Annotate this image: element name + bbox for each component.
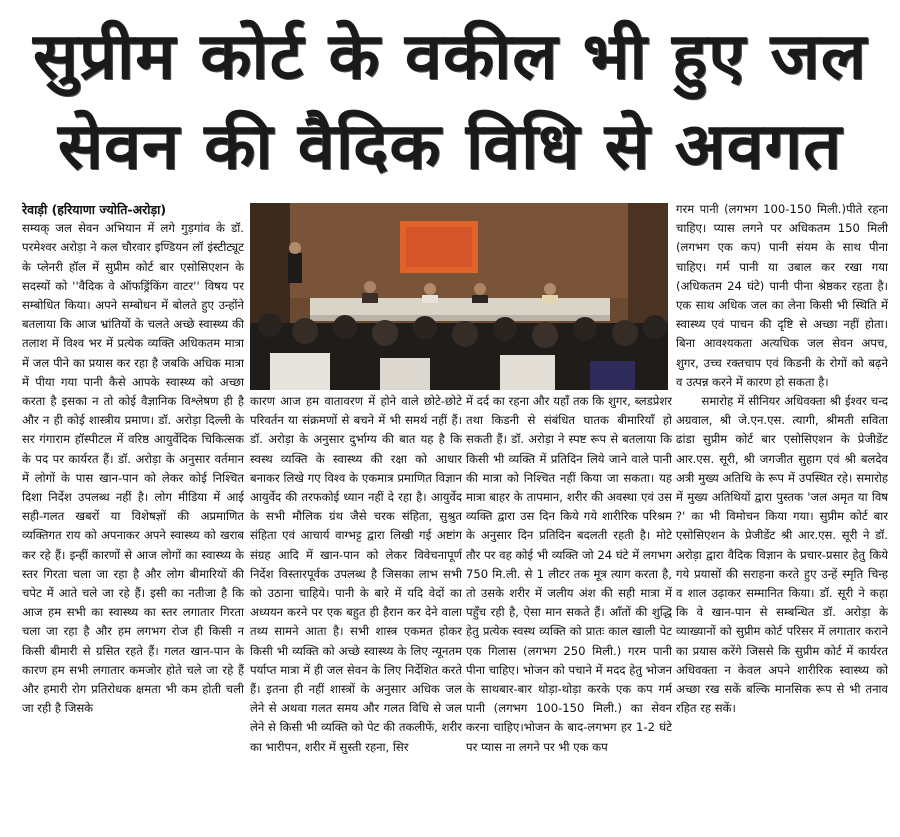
headline-line-2: सेवन की वैदिक विधि से अवगत xyxy=(57,110,843,184)
headline xyxy=(0,0,900,198)
event-photo-image xyxy=(250,203,668,390)
article-column-2 xyxy=(250,392,462,832)
headline-line-1: सुप्रीम कोर्ट के वकील भी हुए जल xyxy=(33,20,867,94)
article-column-4 xyxy=(676,200,888,830)
column-4-paragraph-1: गरम पानी (लगभग 100-150 मिली.)पीते रहना चाहिए। प्यास लगने पर अधिकतम 150 मिली (लगभग एक कप) पानी संयम के साथ पीना चाहिए। गर्म पानी या उबाल कर रखा गया (अधिकतम 24 घंटे) पानी पीना श्रेष्ठकर रहता है। एक साथ अधिक जल का लेना किसी भी स्थिति में स्वास्थ्य एवं पाचन की दृष्टि से अच्छा नहीं होता। बिना आवश्यकता अत्यधिक जल सेवन अपच, शुगर, उच्च रक्तचाप एवं किडनी के रोगों को बढ़ने व उत्पन्न करने में कारण हो सकता है। xyxy=(676,202,888,389)
event-photo xyxy=(250,203,668,390)
column-4-paragraph-2: समारोह में सीनियर अधिवक्ता श्री ईश्वर चन्द अग्रवाल, श्री जे.एन.एस. त्यागी, श्रीमती सविता ढांडा सुप्रीम कोर्ट बार एसोसिएशन के प्रेजीडेंट आर.एस. सूरी, श्री जगजीत सुहाग एवं श्री बलदेव अत्री मुख्य अतिथि के रूप में उपस्थित रहे। समारोह में मुख्य अतिथियों द्वारा पुस्तक 'जल अमृत या विष ?' का भी विमोचन किया गया। सुप्रीम कोर्ट बार एसोसिएशन के प्रेजीडेंट श्री आर.एस. सूरी ने डॉ. अरोड़ा द्वारा वैदिक विज्ञान के प्रचार-प्रसार हेतु किये गये प्रयासों की सराहना करते हुए उन्हें स्मृति चिन्ह व शाल उढ़ाकर सम्मानित किया। डॉ. सूरी ने कहा कि वे खान-पान से सम्बन्धित डॉ. अरोड़ा के व्याख्यानों को सुप्रीम कोर्ट परिसर में लगातार कराने का प्रयास करेंगे जिससे कि सुप्रीम कोर्ट में कार्यरत अधिवक्ता न केवल अपने शारीरिक स्वास्थ्य को अच्छा रख सकें बल्कि मानसिक रूप से भी तनाव रहित रह सकें। xyxy=(676,394,888,716)
column-3-text: में दर्द का रहना और यहाँ तक कि शुगर, ब्लडप्रेशर तथा किडनी से संबंधित घातक बीमारियाँ हो सकती हैं। डॉ. अरोड़ा ने स्पष्ट रूप से बतलाया कि किसी भी व्यक्ति में प्रतिदिन लिये जाने वाले पानी की मात्रा को निश्चित नहीं किया जा सकता। यह मात्रा बाहर के तापमान, शरीर की अवस्था एवं उस व्यक्ति द्वारा उस दिन किये गये शारीरिक परिश्रम के अनुसार दिन प्रतिदिन बदलती रहती है। मोटे तौर पर वह कोई भी व्यक्ति जो 24 घंटे में लगभग 750 मि.ली. से 1 लीटर तक मूत्र त्याग करता है, तो उसके शरीर में जलीय अंश की सही मात्रा में पहुँच रही है, ऐसा मान सकते हैं। आँतों की शुद्धि हेतु प्रत्येक स्वस्थ व्यक्ति को प्रातः काल खाली पेट एक गिलास (लगभग 250 मिली.) गरम पानी पीना चाहिए। भोजन को पचाने में मदद हेतु भोजन के साथबार-बार थोड़ा-थोड़ा करके एक कप गर्म पानी (लगभग 100-150 मिली.) का सेवन करना चाहिए।भोजन के बाद-लगभग हर 1-2 घंटे पर प्यास ना लगने पर भी एक कप xyxy=(466,394,672,754)
article-column-3 xyxy=(466,392,672,832)
dateline: रेवाड़ी (हरियाणा ज्योति-अरोड़ा) xyxy=(22,202,167,217)
article-column-1 xyxy=(22,200,244,830)
column-2-text: कारण आज हम वातावरण में होने वाले छोटे-छोटे परिवर्तन या संक्रमणों से बचने में भी समर्थ नहीं हैं। डॉ. अरोड़ा के अनुसार दुर्भाग्य की बात यह है कि स्वस्थ व्यक्ति के स्वास्थ्य की रक्षा को आधार बनाकर लिखे गए विश्व के एकमात्र प्रमाणित विज्ञान आयुर्वेद की तरफकोई ध्यान नहीं दे रहा है। आयुर्वेद के सभी मौलिक ग्रंथ जैसे चरक संहिता, सुश्रुत संहिता एवं आचार्य वाग्भट्ट द्वारा लिखी गई अष्टांग संग्रह आदि में खान-पान को लेकर विवेचनापूर्ण निर्देश विस्तारपूर्वक उपलब्ध है जिसका लाभ सभी को उठाना चाहिये। पानी के बारे में यदि वेदों का अध्ययन करने पर एक बहुत ही हैरान कर देने वाला तथ्य सामने आता है। सभी शास्त्र एकमत होकर किसी भी व्यक्ति को अच्छे स्वास्थ्य के लिए न्यूनतम पर्याप्त मात्रा में ही जल सेवन के लिए निर्देशित करते हैं। इतना ही नहीं शास्त्रों के अनुसार अधिक जल लेने से अथवा गलत समय और गलत विधि से जल लेने से किसी भी व्यक्ति को पेट की तकलीफें, शरीर का भारीपन, शरीर में सुस्ती रहना, सिर xyxy=(250,394,462,754)
column-1-text: सम्यक् जल सेवन अभियान में लगे गुड़गांव के डॉ. परमेश्वर अरोड़ा ने कल चौरवार इण्डियन लॉ इंस्टीट्यूट के प्लेनरी हॉल में सुप्रीम कोर्ट बार एसोसिएशन के सदस्यों को ''वैदिक वे ऑफड्रिंकिंग वाटर'' विषय पर सम्बोधित किया। अपने सम्बोधन में बोलते हुए उन्होंने बतलाया कि आज भ्रांतियों के चलते अच्छे स्वास्थ्य की तलाश में विश्व भर में प्रत्येक व्यक्ति अधिकतम मात्रा में जल पीने का प्रयास कर रहा है जबकि अधिक मात्रा में पीया गया पानी कैसे आपके स्वास्थ्य को अच्छा करता है इसका न तो कोई वैज्ञानिक विश्लेषण ही है और न ही कोई शास्त्रीय प्रमाण। डॉ. अरोड़ा दिल्ली के सर गंगाराम हॉस्पीटल में वरिष्ठ आयुर्वेदिक चिकित्सक के पद पर कार्यरत हैं। डॉ. अरोड़ा के अनुसार वर्तमान में लोगों के पास खान-पान को लेकर कोई निश्चित दिशा निर्देश उपलब्ध नहीं है। लोग मीडिया में आई सही-गलत खबरों या विशेषज्ञों की अप्रमाणित व्यक्तिगत राय को अपनाकर अपने स्वास्थ्य को खराब कर रहे हैं। इन्हीं कारणों से आज लोगों का स्वास्थ्य के स्तर गिरता चला जा रहा है और लोग बीमारियों की चपेट में आते चले जा रहे हैं। इसी का नतीजा है कि आज हम सभी का स्वास्थ्य का स्तर लगातार गिरता चला जा रहा है और हम लगभग रोज ही किसी न किसी बीमारी से ग्रसित रहते हैं। गलत खान-पान के कारण हम सभी लगातार कमजोर होते चले जा रहे हैं और हमारी रोग प्रतिरोधक क्षमता भी कम होती चली जा रही है जिसके xyxy=(22,221,244,716)
